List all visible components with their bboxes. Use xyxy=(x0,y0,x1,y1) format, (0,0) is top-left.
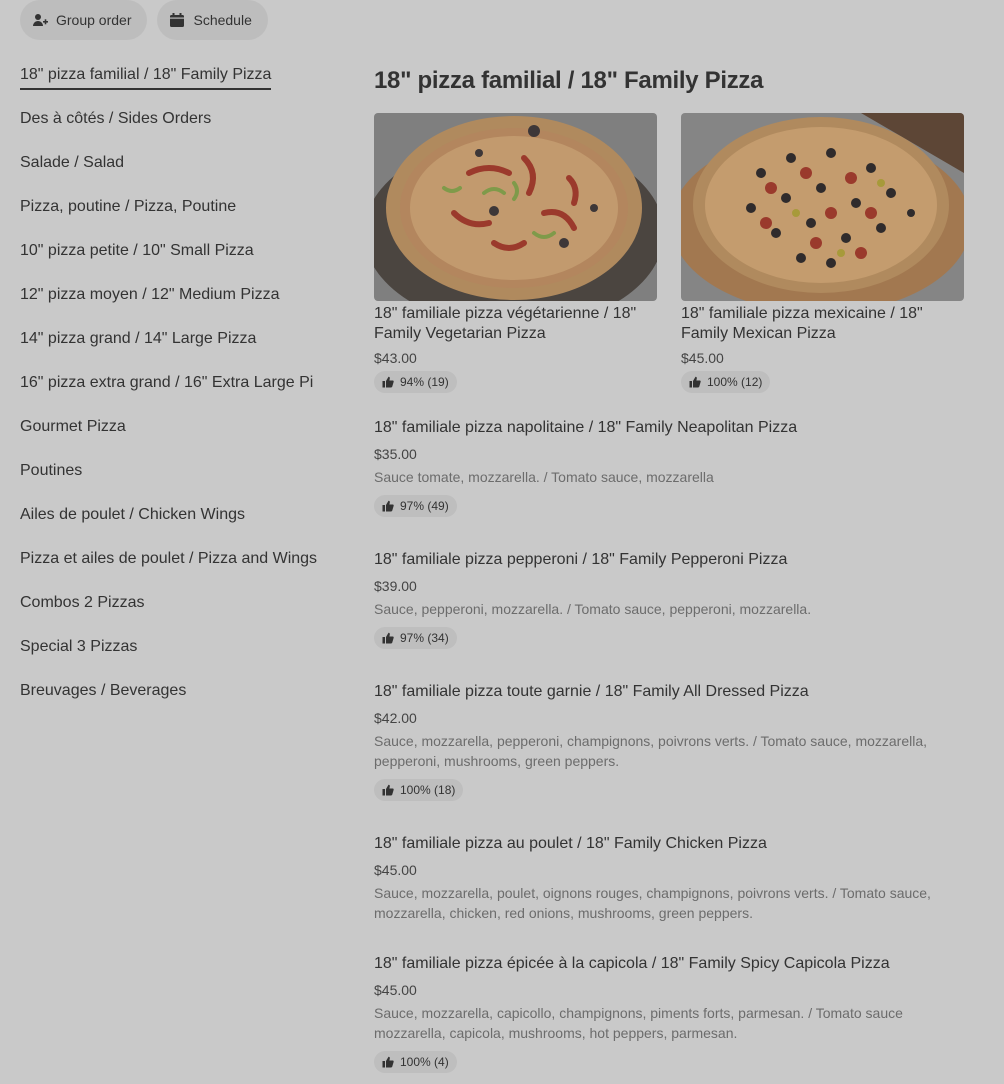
menu-item-description: Sauce, mozzarella, capicollo, champignons, piments forts, parmesan. / Tomato sauce mozzarella, capicola, mushrooms, hot peppers, parmesan. xyxy=(374,1005,903,1041)
menu-item-neapolitan[interactable] xyxy=(374,416,964,517)
rating-text: 97% (34) xyxy=(400,631,449,645)
sidebar-item-special-3-pizzas[interactable] xyxy=(20,632,326,676)
group-order-button[interactable] xyxy=(20,0,147,40)
mexican-pizza-image xyxy=(681,113,964,301)
rating-badge xyxy=(374,371,457,393)
rating-text: 100% (12) xyxy=(707,375,763,389)
menu-item-price: $39.00 xyxy=(374,578,417,594)
menu-item-name: 18" familiale pizza épicée à la capicola / 18" Family Spicy Capicola Pizza xyxy=(374,955,890,972)
thumbs-up-icon xyxy=(689,376,701,388)
rating-badge xyxy=(374,779,463,801)
category-sidebar xyxy=(20,60,326,720)
thumbs-up-icon xyxy=(382,376,394,388)
sidebar-item-family-pizza[interactable] xyxy=(20,60,326,104)
sidebar-item-label: Pizza et ailes de poulet / Pizza and Wings xyxy=(20,550,318,567)
rating-badge xyxy=(374,1051,457,1073)
featured-card-mexican[interactable] xyxy=(681,113,964,393)
featured-item-name: 18" familiale pizza mexicaine / 18" Family Mexican Pizza xyxy=(681,305,923,342)
featured-items xyxy=(374,113,964,393)
sidebar-item-poutines[interactable] xyxy=(20,456,326,500)
thumbs-up-icon xyxy=(382,784,394,796)
menu-item-name: 18" familiale pizza au poulet / 18" Family Chicken Pizza xyxy=(374,835,767,852)
top-actions xyxy=(20,0,268,42)
featured-item-price: $43.00 xyxy=(374,350,417,366)
rating-badge xyxy=(374,627,457,649)
menu-item-chicken[interactable] xyxy=(374,832,964,923)
sidebar-item-pizza-and-wings[interactable] xyxy=(20,544,326,588)
menu-item-name: 18" familiale pizza napolitaine / 18" Family Neapolitan Pizza xyxy=(374,419,798,436)
sidebar-item-small-pizza[interactable] xyxy=(20,236,326,280)
rating-text: 100% (4) xyxy=(400,1055,449,1069)
sidebar-item-salad[interactable] xyxy=(20,148,326,192)
sidebar-item-pizza-poutine[interactable] xyxy=(20,192,326,236)
menu-item-name: 18" familiale pizza toute garnie / 18" Family All Dressed Pizza xyxy=(374,683,809,700)
sidebar-item-sides[interactable] xyxy=(20,104,326,148)
sidebar-item-label: Des à côtés / Sides Orders xyxy=(20,110,212,127)
menu-item-price: $42.00 xyxy=(374,710,417,726)
featured-item-name: 18" familiale pizza végétarienne / 18" Family Vegetarian Pizza xyxy=(374,305,637,342)
rating-text: 97% (49) xyxy=(400,499,449,513)
rating-badge xyxy=(681,371,770,393)
sidebar-item-label: Salade / Salad xyxy=(20,154,125,171)
sidebar-item-label: 18" pizza familial / 18" Family Pizza xyxy=(20,62,271,90)
sidebar-item-label: 16" pizza extra grand / 16" Extra Large Pi xyxy=(20,374,314,391)
menu-item-description: Sauce, pepperoni, mozzarella. / Tomato sauce, pepperoni, mozzarella. xyxy=(374,601,812,617)
rating-text: 94% (19) xyxy=(400,375,449,389)
menu-item-price: $35.00 xyxy=(374,446,417,462)
sidebar-item-gourmet-pizza[interactable] xyxy=(20,412,326,456)
section-title: 18" pizza familial / 18" Family Pizza xyxy=(374,67,764,94)
sidebar-item-extra-large-pizza[interactable] xyxy=(20,368,326,412)
featured-item-price: $45.00 xyxy=(681,350,724,366)
rating-text: 100% (18) xyxy=(400,783,456,797)
sidebar-item-label: Gourmet Pizza xyxy=(20,418,126,435)
person-add-icon xyxy=(32,12,48,28)
group-order-label: Group order xyxy=(56,12,132,28)
sidebar-item-beverages[interactable] xyxy=(20,676,326,720)
sidebar-item-chicken-wings[interactable] xyxy=(20,500,326,544)
calendar-icon xyxy=(169,12,185,28)
sidebar-item-combos-2-pizzas[interactable] xyxy=(20,588,326,632)
sidebar-item-medium-pizza[interactable] xyxy=(20,280,326,324)
schedule-button[interactable] xyxy=(157,0,267,40)
sidebar-item-label: Poutines xyxy=(20,462,83,479)
menu-item-pepperoni[interactable] xyxy=(374,548,964,649)
sidebar-item-large-pizza[interactable] xyxy=(20,324,326,368)
sidebar-item-label: Ailes de poulet / Chicken Wings xyxy=(20,506,245,523)
menu-item-price: $45.00 xyxy=(374,982,417,998)
menu-item-name: 18" familiale pizza pepperoni / 18" Family Pepperoni Pizza xyxy=(374,551,788,568)
vegetarian-pizza-image xyxy=(374,113,657,301)
sidebar-item-label: Special 3 Pizzas xyxy=(20,638,138,655)
menu-item-description: Sauce, mozzarella, poulet, oignons rouges, champignons, poivrons verts. / Tomato sauce, mozzarella, chicken, red onions, mushrooms, green peppers. xyxy=(374,885,931,921)
sidebar-item-label: Breuvages / Beverages xyxy=(20,682,187,699)
sidebar-item-label: 14" pizza grand / 14" Large Pizza xyxy=(20,330,257,347)
menu-item-all-dressed[interactable] xyxy=(374,680,964,801)
sidebar-item-label: 12" pizza moyen / 12" Medium Pizza xyxy=(20,286,280,303)
schedule-label: Schedule xyxy=(193,12,252,28)
thumbs-up-icon xyxy=(382,1056,394,1068)
menu-item-description: Sauce, mozzarella, pepperoni, champignons, poivrons verts. / Tomato sauce, mozzarella, pepperoni, mushrooms, green peppers. xyxy=(374,733,928,769)
thumbs-up-icon xyxy=(382,632,394,644)
thumbs-up-icon xyxy=(382,500,394,512)
rating-badge xyxy=(374,495,457,517)
menu-item-price: $45.00 xyxy=(374,862,417,878)
sidebar-item-label: Combos 2 Pizzas xyxy=(20,594,145,611)
featured-card-vegetarian[interactable] xyxy=(374,113,657,393)
sidebar-item-label: 10" pizza petite / 10" Small Pizza xyxy=(20,242,254,259)
menu-section xyxy=(374,62,964,1069)
menu-item-spicy-capicola[interactable] xyxy=(374,952,964,1073)
menu-item-description: Sauce tomate, mozzarella. / Tomato sauce, mozzarella xyxy=(374,469,714,485)
sidebar-item-label: Pizza, poutine / Pizza, Poutine xyxy=(20,198,237,215)
